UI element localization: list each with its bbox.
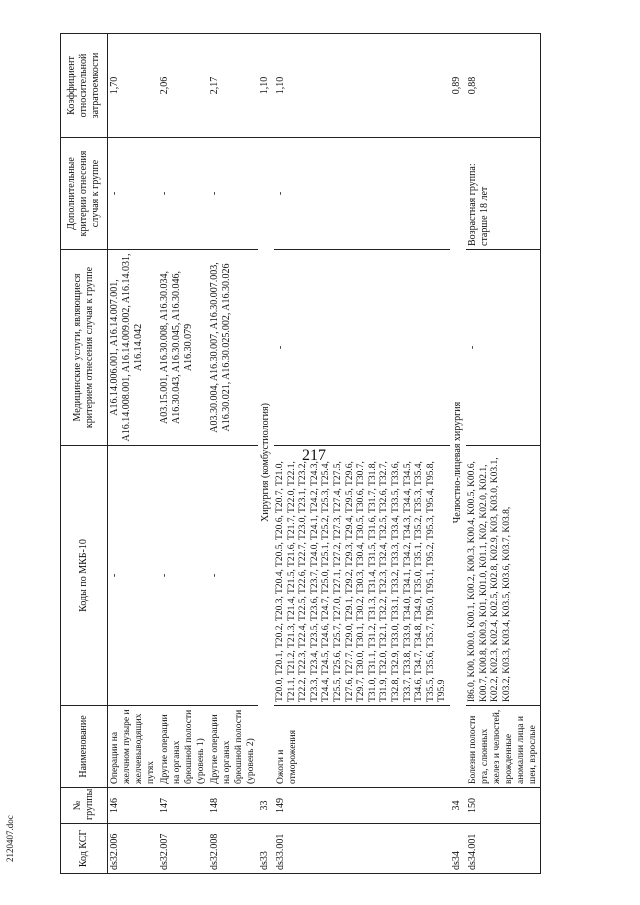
- cell-coef: 2,06: [158, 34, 208, 138]
- cell-coef: 1,70: [108, 34, 159, 138]
- cell-group-no: 147: [158, 788, 208, 824]
- section-row: [258, 34, 274, 874]
- table-row: [208, 34, 258, 874]
- cell-coef: 1,10: [258, 34, 274, 138]
- cell-mkb: -: [208, 446, 258, 706]
- cell-group-no: 146: [108, 788, 159, 824]
- cell-mkb: -: [108, 446, 159, 706]
- table-row: [466, 34, 541, 874]
- cell-group-no: 150: [466, 788, 541, 824]
- cell-name: Другие операции на органах брюшной полости (уровень 2): [208, 706, 258, 788]
- cell-coef: 0,89: [450, 34, 466, 138]
- section-title: Челюстно-лицевая хирургия: [450, 138, 466, 788]
- cell-code: ds33: [258, 824, 274, 874]
- cell-services: A03.15.001, A16.30.008, A16.30.034, A16.30.043, A16.30.045, A16.30.046, A16.30.079: [158, 250, 208, 446]
- table-row: [158, 34, 208, 874]
- header-name: Наименование: [61, 706, 108, 788]
- cell-coef: 1,10: [274, 34, 450, 138]
- cell-name: Операции на желчном пузыре и желчевыводящих путях: [108, 706, 159, 788]
- cell-code: ds32.008: [208, 824, 258, 874]
- header-row: [61, 34, 108, 874]
- cell-coef: 2,17: [208, 34, 258, 138]
- cell-services: A16.14.006.001, A16.14.007.001, A16.14.008.001, A16.14.009.002, A16.14.031, A16.14.042: [108, 250, 159, 446]
- cell-code: ds34: [450, 824, 466, 874]
- cell-code: ds32.006: [108, 824, 159, 874]
- cell-criteria: -: [108, 138, 159, 250]
- cell-name: Другие операции на органах брюшной полости (уровень 1): [158, 706, 208, 788]
- section-row: [450, 34, 466, 874]
- table-row: [108, 34, 159, 874]
- cell-criteria: Возрастная группа: старше 18 лет: [466, 138, 541, 250]
- section-title: Хирургия (комбустиология): [258, 138, 274, 788]
- cell-coef: 0,88: [466, 34, 541, 138]
- cell-code: ds32.007: [158, 824, 208, 874]
- header-mkb: Коды по МКБ-10: [61, 446, 108, 706]
- cell-mkb: -: [158, 446, 208, 706]
- footer-doc-code: 2120407.doc: [5, 815, 15, 862]
- header-group-no: № группы: [61, 788, 108, 824]
- ksg-table: [60, 33, 541, 874]
- page-number: 217: [302, 447, 326, 464]
- cell-services: -: [466, 250, 541, 446]
- cell-criteria: -: [274, 138, 450, 250]
- cell-mkb: T20.0, T20.1, T20.2, T20.3, T20.4, T20.5, T20.6, T20.7, T21.0, T21.1, T21.2, T21.3, T21.4, T21.5, T21.6, T21.7, T22.0, T22.1, T22.2, T22.3, T22.4, T22.5, T22.6, T22.7, T23.0, T23.1, T23.2, T23.3, T23.4, T23.5, T23.6, T23.7, T24.0, T24.1, T24.2, T24.3, T24.4, T24.5, T24.6, T24.7, T25.0, T25.1, T25.2, T25.3, T25.4, T25.5, T25.6, T25.7, T27.0, T27.1, T27.2, T27.3, T27.4, T27.5, T27.6, T27.7, T29.0, T29.1, T29.2, T29.3, T29.4, T29.5, T29.6, T29.7, T30.0, T30.1, T30.2, T30.3, T30.4, T30.5, T30.6, T30.7, T31.0, T31.1, T31.2, T31.3, T31.4, T31.5, T31.6, T31.7, T31.8, T31.9, T32.0, T32.1, T32.2, T32.3, T32.4, T32.5, T32.6, T32.7, T32.8, T32.9, T33.0, T33.1, T33.2, T33.3, T33.4, T33.5, T33.6, T33.7, T33.8, T33.9, T34.0, T34.1, T34.2, T34.3, T34.4, T34.5, T34.6, T34.7, T34.8, T34.9, T35.0, T35.1, T35.2, T35.3, T35.4, T35.5, T35.6, T35.7, T95.0, T95.1, T95.2, T95.3, T95.4, T95.8, T95.9: [274, 446, 450, 706]
- cell-code: ds33.001: [274, 824, 450, 874]
- cell-code: ds34.001: [466, 824, 541, 874]
- cell-name: Ожоги и отморожения: [274, 706, 450, 788]
- cell-criteria: -: [158, 138, 208, 250]
- cell-name: Болезни полости рта, слюнных желез и челюстей, врожденные аномалии лица и шеи, взрослые: [466, 706, 541, 788]
- cell-group-no: 148: [208, 788, 258, 824]
- header-code: Код КСГ: [61, 824, 108, 874]
- cell-services: -: [274, 250, 450, 446]
- cell-criteria: -: [208, 138, 258, 250]
- cell-group-no: 34: [450, 788, 466, 824]
- cell-mkb: I86.0, K00, K00.0, K00.1, K00.2, K00.3, K00.4, K00.5, K00.6, K00.7, K00.8, K00.9, K01, K01.0, K01.1, K02, K02.0, K02.1, K02.2, K02.3, K02.4, K02.5, K02.8, K02.9, K03, K03.0, K03.1, K03.2, K03.3, K03.4, K03.5, K03.6, K03.7, K03.8,: [466, 446, 541, 706]
- cell-services: A03.30.004, A16.30.007, A16.30.007.003, A16.30.021, A16.30.025.002, A16.30.026: [208, 250, 258, 446]
- header-criteria: Дополнительные критерии отнесения случая к группе: [61, 138, 108, 250]
- cell-group-no: 33: [258, 788, 274, 824]
- table-row: [274, 34, 450, 874]
- cell-group-no: 149: [274, 788, 450, 824]
- header-services: Медицинские услуги, являющиеся критерием отнесения случая к группе: [61, 250, 108, 446]
- rotated-table-wrapper: [60, 34, 590, 874]
- header-coef: Коэффициент относительной затратоемкости: [61, 34, 108, 138]
